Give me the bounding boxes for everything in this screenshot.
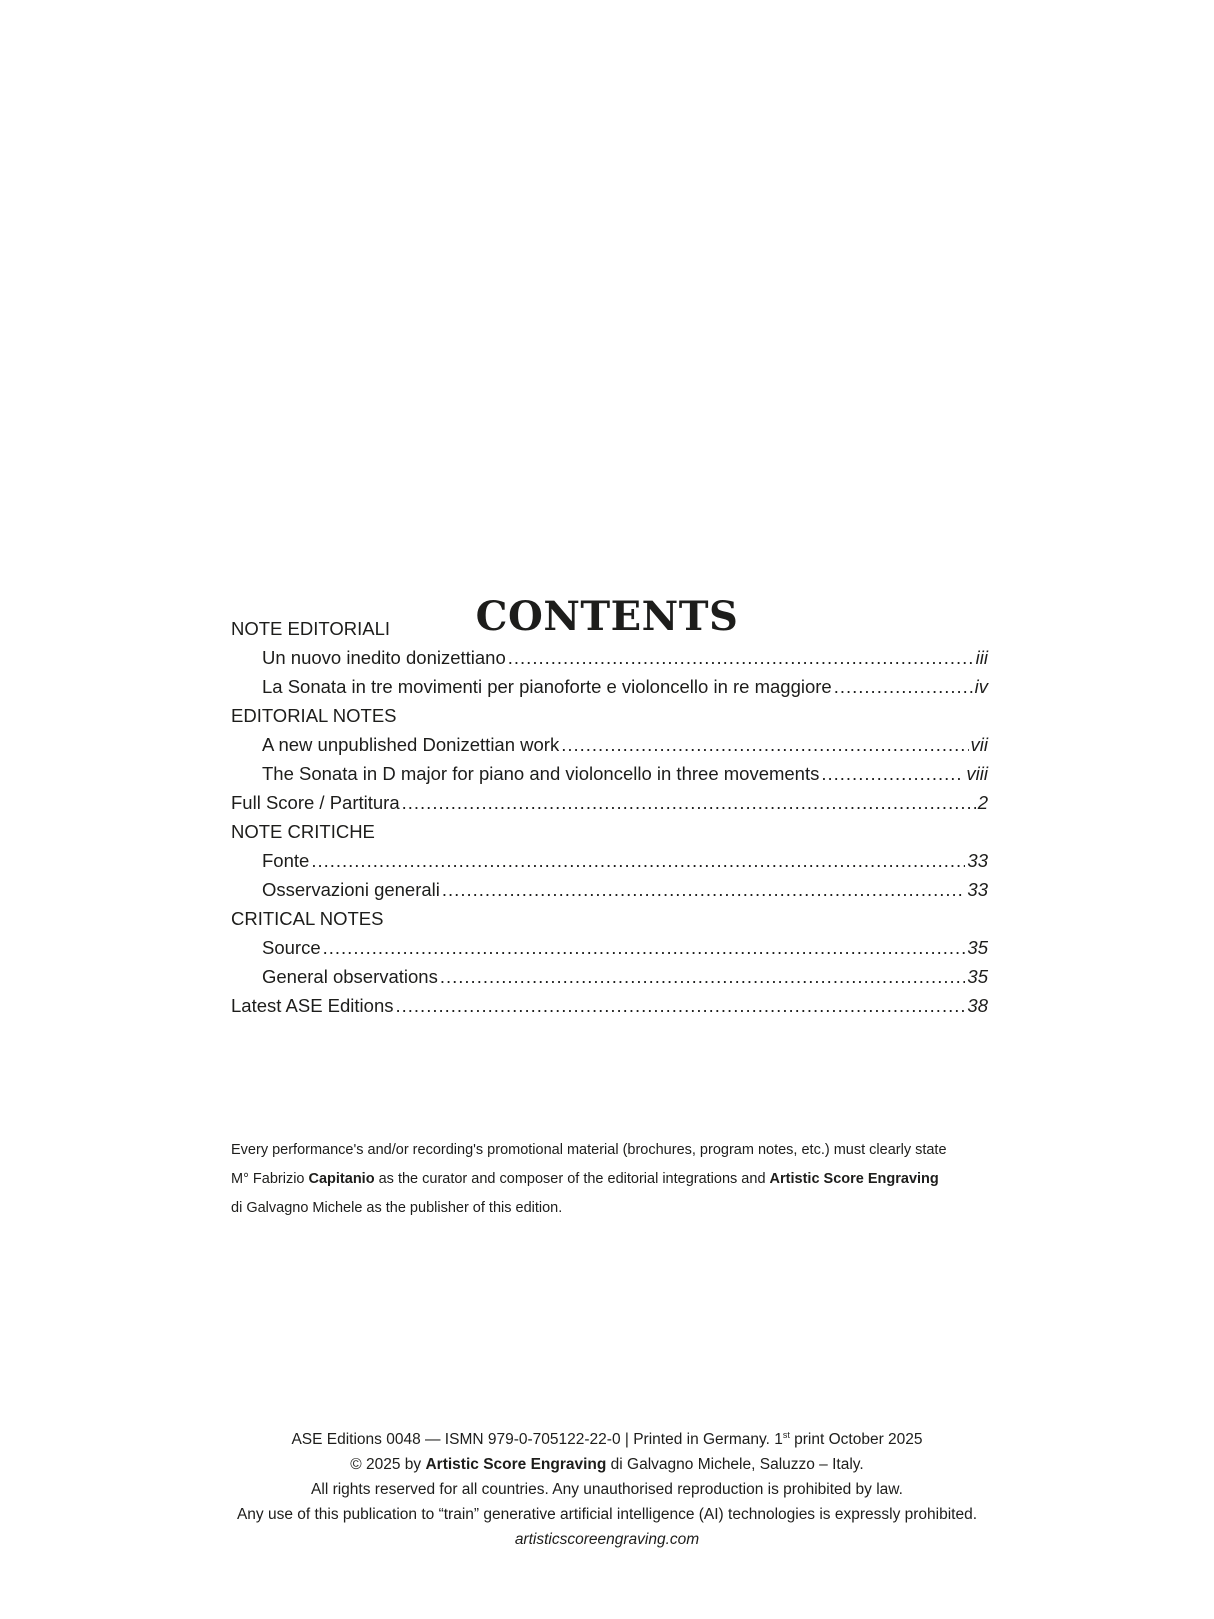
toc-entry-label: A new unpublished Donizettian work	[262, 734, 560, 755]
curator-name: Capitanio	[308, 1171, 375, 1187]
dot-leader	[834, 672, 973, 701]
toc-section-heading	[231, 614, 988, 643]
notice-line: di Galvagno Michele as the publisher of this edition.	[231, 1200, 563, 1216]
dot-leader	[440, 962, 966, 991]
dot-leader	[311, 846, 965, 875]
publisher-name: Artistic Score Engraving	[769, 1171, 939, 1187]
toc-entry	[231, 962, 988, 991]
dot-leader	[323, 933, 966, 962]
colophon-text: ASE Editions 0048 — ISMN 979-0-705122-22-0 | Printed in Germany. 1	[291, 1431, 783, 1448]
toc-entry	[231, 672, 988, 701]
toc-entry	[231, 875, 988, 904]
dot-leader	[821, 759, 964, 788]
colophon-text: © 2025 by	[350, 1456, 426, 1473]
toc-section-heading	[231, 701, 988, 730]
toc-entry-label: Un nuovo inedito donizettiano	[262, 647, 506, 668]
toc-entry	[231, 991, 988, 1020]
notice-text: as the curator and composer of the editorial integrations and	[374, 1171, 770, 1187]
toc-section-heading	[231, 904, 988, 933]
toc-entry-page: iv	[974, 676, 988, 697]
toc-entry	[231, 933, 988, 962]
toc-entry-page: vii	[970, 734, 988, 755]
toc-entry	[231, 788, 988, 817]
toc-entry-page: 33	[967, 879, 988, 900]
dot-leader	[396, 991, 966, 1020]
toc-entry-label: General observations	[262, 966, 438, 987]
toc-entry-label: NOTE CRITICHE	[231, 821, 375, 842]
dot-leader	[402, 788, 976, 817]
toc-entry	[231, 846, 988, 875]
toc-entry	[231, 730, 988, 759]
page-title: CONTENTS	[475, 592, 739, 640]
notice-line: Every performance's and/or recording's promotional material (brochures, program notes, etc.) must clearly state	[231, 1142, 947, 1158]
toc-entry-label: Fonte	[262, 850, 310, 871]
table-of-contents	[231, 614, 988, 1020]
toc-entry-page: 35	[967, 966, 988, 987]
toc-entry-page: 2	[977, 792, 988, 813]
colophon-line	[0, 1427, 1214, 1452]
colophon-text: print October 2025	[789, 1431, 923, 1448]
dot-leader	[508, 643, 974, 672]
toc-entry	[231, 643, 988, 672]
toc-entry-page: 35	[967, 937, 988, 958]
toc-entry-label: NOTE EDITORIALI	[231, 618, 390, 639]
toc-entry-label: The Sonata in D major for piano and violoncello in three movements	[262, 763, 820, 784]
colophon-line: All rights reserved for all countries. Any unauthorised reproduction is prohibited by law.	[311, 1481, 903, 1498]
toc-section-heading	[231, 817, 988, 846]
notice-text: M° Fabrizio	[231, 1171, 309, 1187]
website-link[interactable]: artisticscoreengraving.com	[514, 1531, 700, 1548]
colophon-line: Any use of this publication to “train” generative artificial intelligence (AI) technologies is expressly prohibited.	[236, 1506, 978, 1523]
toc-entry-page: iii	[975, 647, 988, 668]
dot-leader	[561, 730, 968, 759]
colophon-text: di Galvagno Michele, Saluzzo – Italy.	[606, 1456, 864, 1473]
toc-entry-label: Latest ASE Editions	[231, 995, 394, 1016]
colophon	[0, 1427, 1214, 1552]
ordinal-suffix: st	[782, 1429, 790, 1440]
dot-leader	[442, 875, 966, 904]
toc-entry-label: EDITORIAL NOTES	[231, 705, 397, 726]
colophon-line	[0, 1452, 1214, 1477]
publisher-name: Artistic Score Engraving	[425, 1456, 607, 1473]
toc-entry-label: CRITICAL NOTES	[231, 908, 384, 929]
toc-entry-label: Osservazioni generali	[262, 879, 440, 900]
toc-entry-page: 33	[967, 850, 988, 871]
notice-line	[231, 1165, 1011, 1194]
toc-entry-page: 38	[967, 995, 988, 1016]
credit-notice	[231, 1136, 1011, 1223]
toc-entry-label: La Sonata in tre movimenti per pianoforte e violoncello in re maggiore	[262, 676, 832, 697]
toc-entry-label: Source	[262, 937, 321, 958]
toc-entry	[231, 759, 988, 788]
toc-entry-label: Full Score / Partitura	[231, 792, 400, 813]
toc-entry-page: viii	[966, 763, 988, 784]
